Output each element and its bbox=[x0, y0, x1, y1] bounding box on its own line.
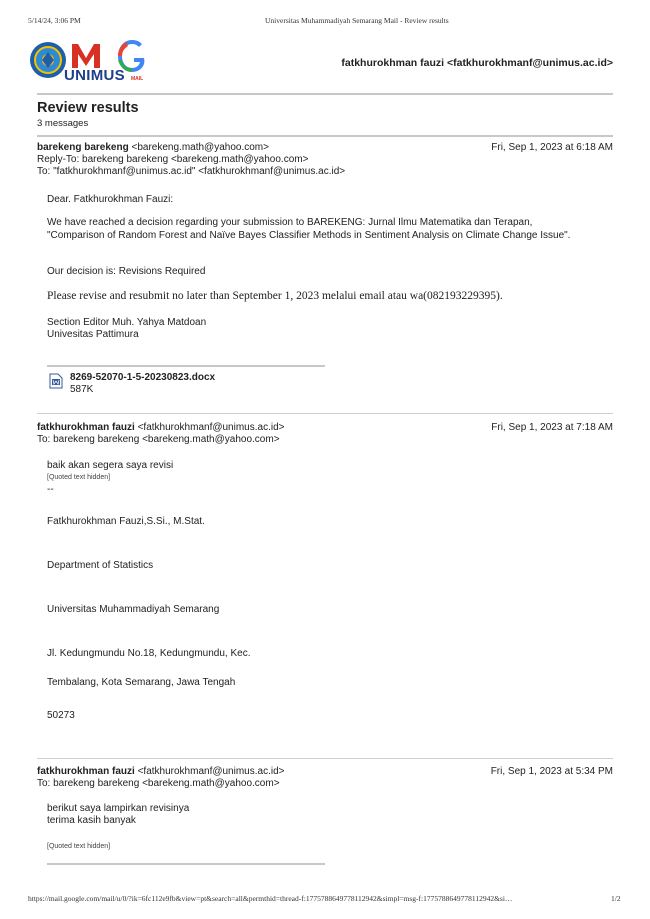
sender-email: <fatkhurokhmanf@unimus.ac.id> bbox=[137, 766, 285, 777]
print-title: Universitas Muhammadiyah Semarang Mail - Review results bbox=[265, 16, 449, 25]
quoted-text-toggle[interactable]: [Quoted text hidden] bbox=[47, 474, 111, 481]
quoted-text-toggle[interactable]: [Quoted text hidden] bbox=[47, 843, 111, 850]
message-date: Fri, Sep 1, 2023 at 6:18 AM bbox=[491, 142, 613, 153]
sender-name: fatkhurokhman fauzi bbox=[37, 766, 135, 777]
recipient: To: barekeng barekeng <barekeng.math@yahoo.com> bbox=[37, 778, 280, 789]
print-datetime: 5/14/24, 3:06 PM bbox=[28, 16, 81, 25]
message-sender bbox=[37, 766, 284, 779]
signature-zip: 50273 bbox=[47, 710, 75, 721]
recipient: To: "fatkhurokhmanf@unimus.ac.id" <fatkhurokhmanf@unimus.ac.id> bbox=[37, 166, 346, 177]
reply-text: baik akan segera saya revisi bbox=[47, 460, 174, 471]
editor-signature: Section Editor Muh. Yahya Matdoan bbox=[47, 317, 207, 328]
signature-separator: -- bbox=[47, 484, 54, 495]
attachment-link[interactable]: 8269-52070-1-5-20230823.docx bbox=[70, 372, 216, 383]
recipient: To: barekeng barekeng <barekeng.math@yahoo.com> bbox=[37, 434, 280, 445]
signature-address-1: Jl. Kedungmundu No.18, Kedungmundu, Kec. bbox=[47, 648, 251, 659]
sender-email: <fatkhurokhmanf@unimus.ac.id> bbox=[137, 422, 285, 433]
divider bbox=[37, 135, 613, 137]
attachment-size: 587K bbox=[70, 384, 94, 395]
print-url: https://mail.google.com/mail/u/0/?ik=6fc112e9fb&view=pt&search=all&permthid=thread-f:1775788649778112942&simpl=msg-f:1775788649778112942&si… bbox=[28, 894, 513, 903]
print-page-number: 1/2 bbox=[611, 894, 621, 903]
revise-deadline: Please revise and resubmit no later than September 1, 2023 melalui email atau wa(082193229395). bbox=[47, 290, 503, 302]
thread-subject: Review results bbox=[37, 100, 139, 116]
attachment-divider bbox=[47, 863, 325, 865]
decision-paragraph: We have reached a decision regarding your submission to BAREKENG: Jurnal Ilmu Matematika dan Terapan, "Comparison of Random Forest and Naïve Bayes Classifier Methods in Sentiment Analysis on Climate Change Issue". bbox=[47, 217, 571, 241]
message-date: Fri, Sep 1, 2023 at 5:34 PM bbox=[490, 766, 613, 777]
editor-affiliation: Univesitas Pattimura bbox=[47, 329, 139, 340]
divider bbox=[37, 758, 613, 759]
sender-name: barekeng barekeng bbox=[37, 142, 129, 153]
message-sender bbox=[37, 142, 269, 155]
reply-text: berikut saya lampirkan revisinya bbox=[47, 803, 190, 814]
greeting: Dear. Fatkhurokhman Fauzi: bbox=[47, 194, 174, 205]
signature-name: Fatkhurokhman Fauzi,S.Si., M.Stat. bbox=[47, 516, 205, 527]
signature-university: Universitas Muhammadiyah Semarang bbox=[47, 604, 220, 615]
account-label: fatkhurokhman fauzi <fatkhurokhmanf@unimus.ac.id> bbox=[341, 57, 613, 69]
message-date: Fri, Sep 1, 2023 at 7:18 AM bbox=[491, 422, 613, 433]
sender-email: <barekeng.math@yahoo.com> bbox=[131, 142, 269, 153]
reply-to: Reply-To: barekeng barekeng <barekeng.math@yahoo.com> bbox=[37, 154, 309, 165]
reply-text: terima kasih banyak bbox=[47, 815, 136, 826]
sender-name: fatkhurokhman fauzi bbox=[37, 422, 135, 433]
signature-address-2: Tembalang, Kota Semarang, Jawa Tengah bbox=[47, 677, 236, 688]
logo-sub: MAIL bbox=[131, 76, 144, 82]
decision-line: Our decision is: Revisions Required bbox=[47, 266, 206, 277]
divider bbox=[37, 93, 613, 95]
attachment-divider bbox=[47, 365, 325, 367]
logo-text: UNIMUS bbox=[64, 67, 125, 84]
divider bbox=[37, 413, 613, 414]
message-count: 3 messages bbox=[37, 118, 89, 129]
signature-department: Department of Statistics bbox=[47, 560, 154, 571]
unimus-mail-logo bbox=[28, 38, 150, 86]
docx-file-icon bbox=[49, 373, 63, 394]
message-sender bbox=[37, 422, 284, 435]
